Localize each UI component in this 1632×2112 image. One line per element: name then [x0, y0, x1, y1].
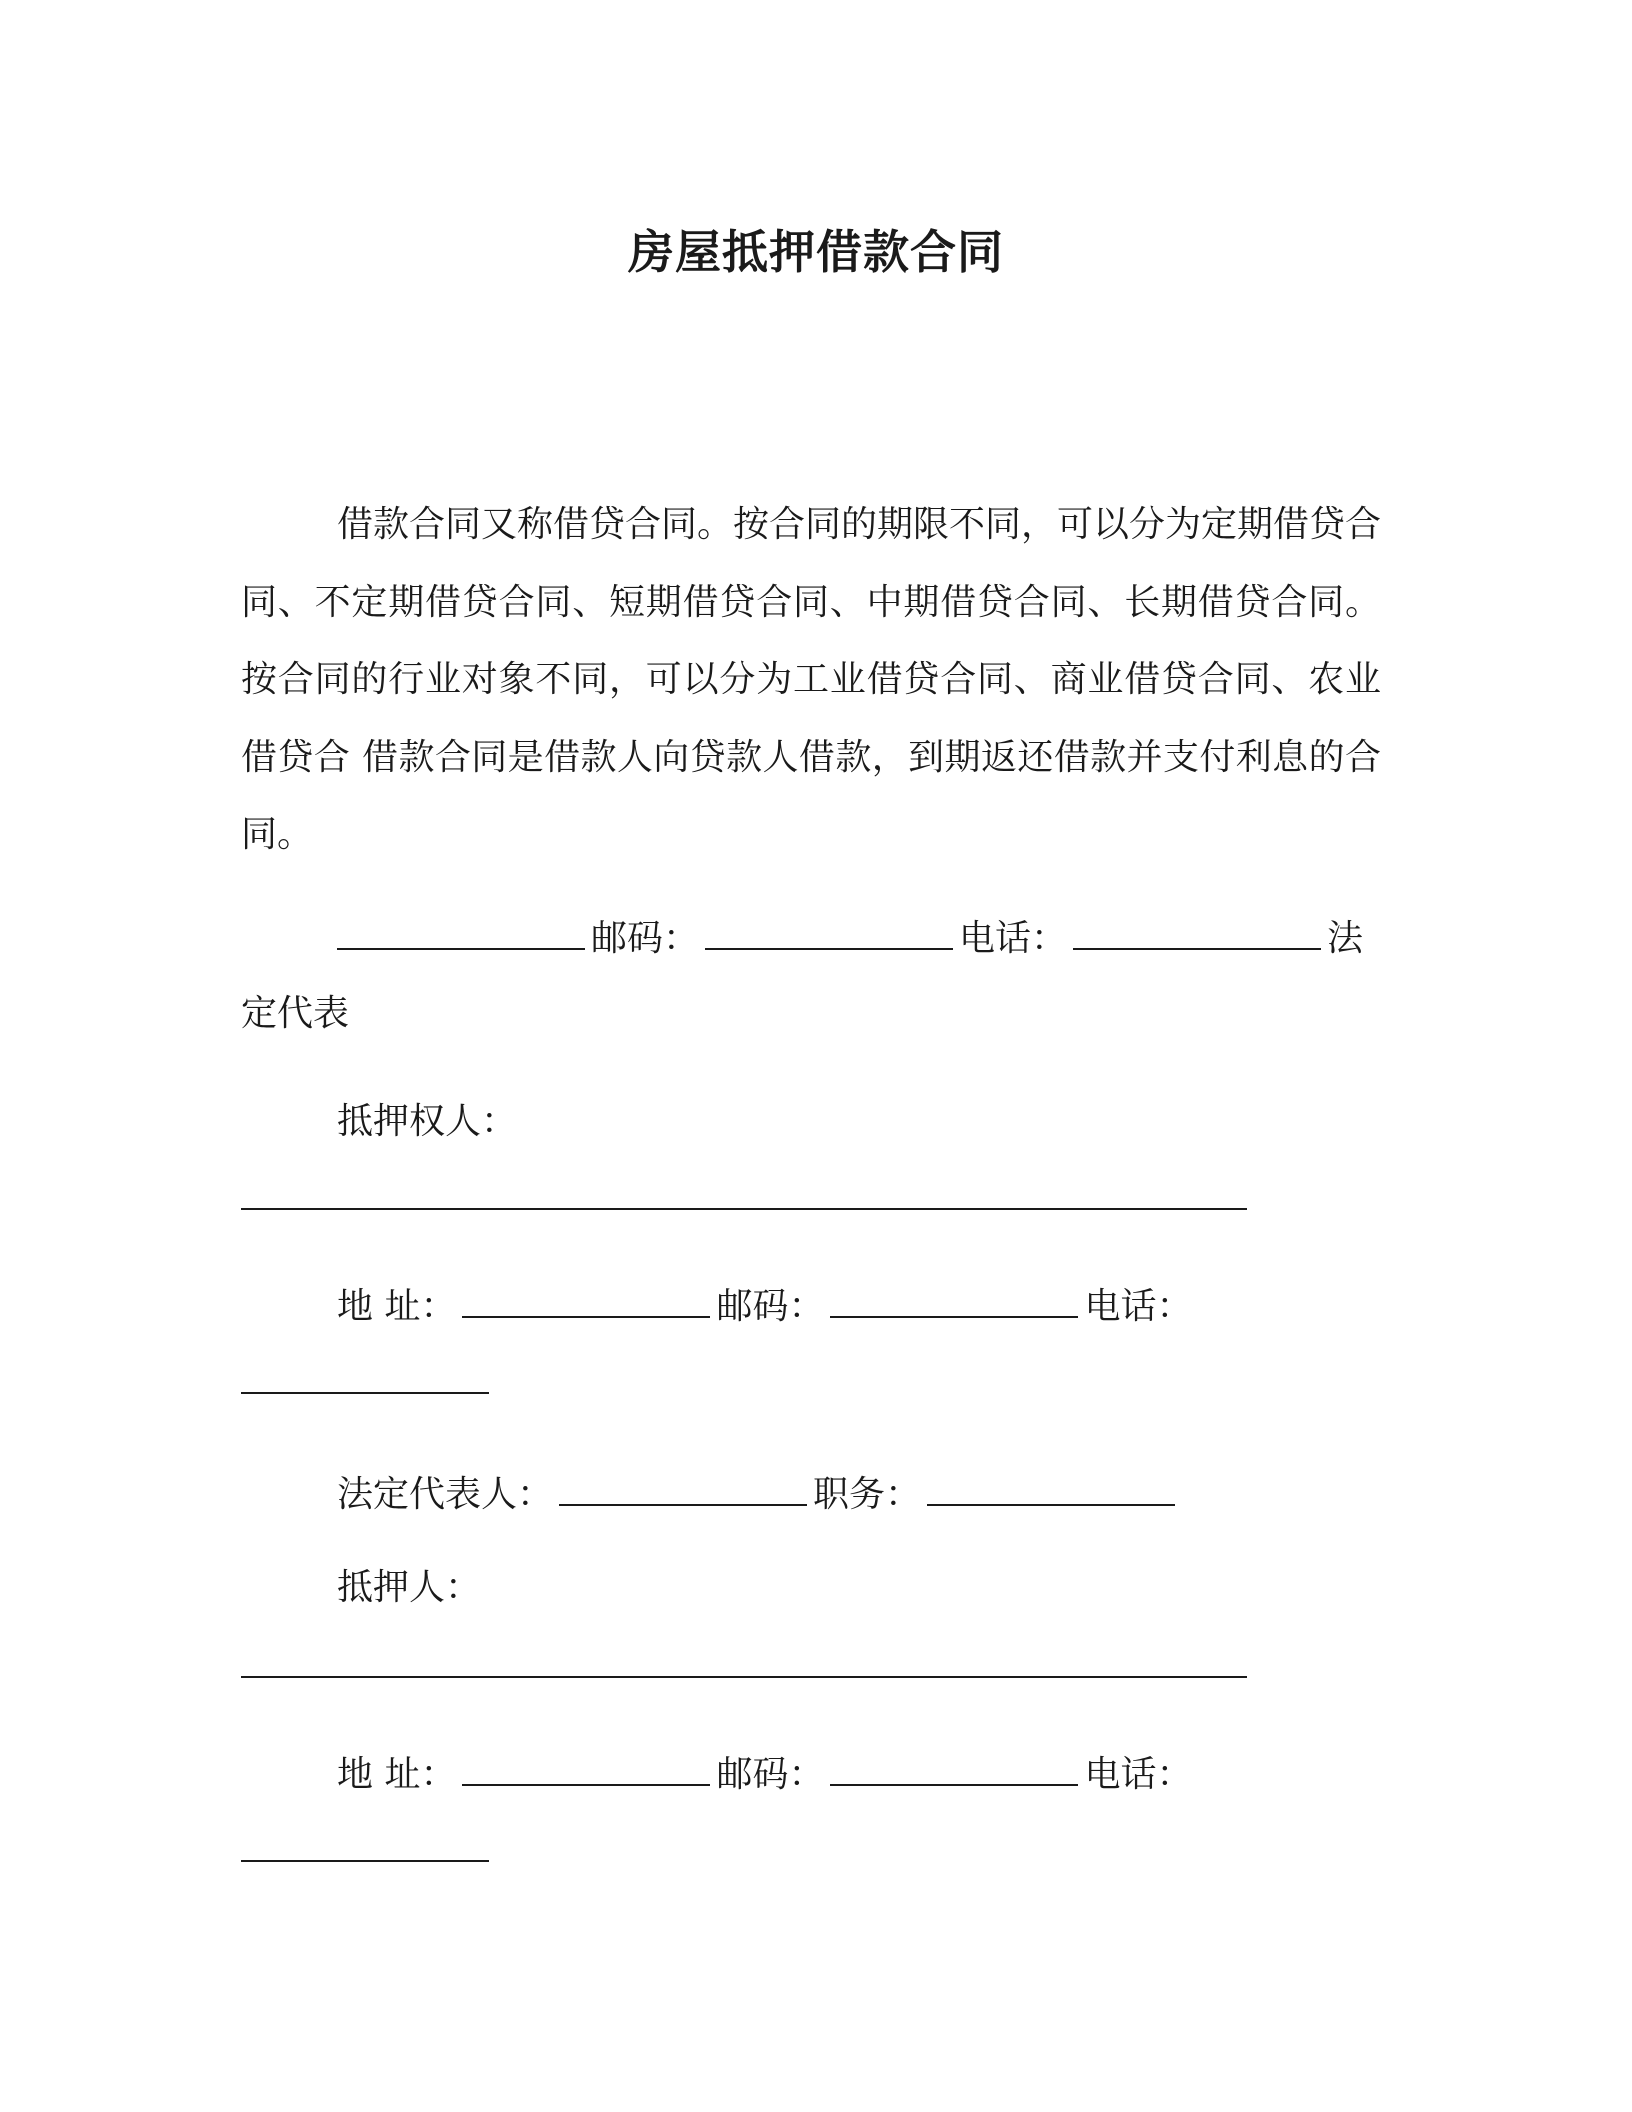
mortgagor-contact-row: [337, 1748, 1192, 1799]
phone-blank[interactable]: [241, 1824, 489, 1862]
mortgagee-name-line: [241, 1172, 1247, 1223]
address-label: 地 址：: [337, 1754, 457, 1795]
contact-row-1: [337, 912, 1363, 963]
legal-rep-blank[interactable]: [559, 1468, 807, 1506]
zip-label: 邮码：: [591, 918, 700, 959]
phone-blank[interactable]: [1073, 912, 1321, 950]
zip-blank[interactable]: [830, 1748, 1078, 1786]
zip-label: 邮码：: [716, 1754, 825, 1795]
mortgagee-contact-row: [337, 1280, 1192, 1331]
document-title: 房屋抵押借款合同: [628, 225, 1004, 279]
mortgagor-name-blank[interactable]: [241, 1640, 1247, 1678]
mortgagor-phone-line: [241, 1824, 495, 1875]
zip-label: 邮码：: [716, 1286, 825, 1327]
mortgagee-phone-line: [241, 1356, 495, 1407]
blank-field[interactable]: [337, 912, 585, 950]
legal-rep-continued: 定代表: [241, 993, 350, 1034]
zip-blank[interactable]: [705, 912, 953, 950]
phone-label: 电话：: [959, 918, 1068, 959]
mortgagor-label: 抵押人：: [337, 1567, 482, 1608]
phone-label: 电话：: [1084, 1286, 1193, 1327]
legal-rep-label: 法定代表人：: [337, 1474, 554, 1515]
phone-blank[interactable]: [241, 1356, 489, 1394]
address-blank[interactable]: [462, 1748, 710, 1786]
address-blank[interactable]: [462, 1280, 710, 1318]
legal-rep-tail: 法: [1327, 918, 1364, 959]
zip-blank[interactable]: [830, 1280, 1078, 1318]
mortgagee-name-blank[interactable]: [241, 1172, 1247, 1210]
mortgagee-label: 抵押权人：: [337, 1101, 518, 1142]
address-label: 地 址：: [337, 1286, 457, 1327]
mortgagor-name-line: [241, 1640, 1247, 1691]
intro-paragraph: 借款合同又称借贷合同。按合同的期限不同，可以分为定期借贷合同、不定期借贷合同、短期借贷合同、中期借贷合同、长期借贷合同。按合同的行业对象不同，可以分为工业借贷合同、商业借贷合同、农业借贷合 借款合同是借款人向贷款人借款，到期返还借款并支付利息的合同。: [241, 504, 1382, 855]
phone-label: 电话：: [1084, 1754, 1193, 1795]
position-blank[interactable]: [927, 1468, 1175, 1506]
position-label: 职务：: [813, 1474, 922, 1515]
mortgagee-legal-rep-row: [337, 1468, 1181, 1519]
